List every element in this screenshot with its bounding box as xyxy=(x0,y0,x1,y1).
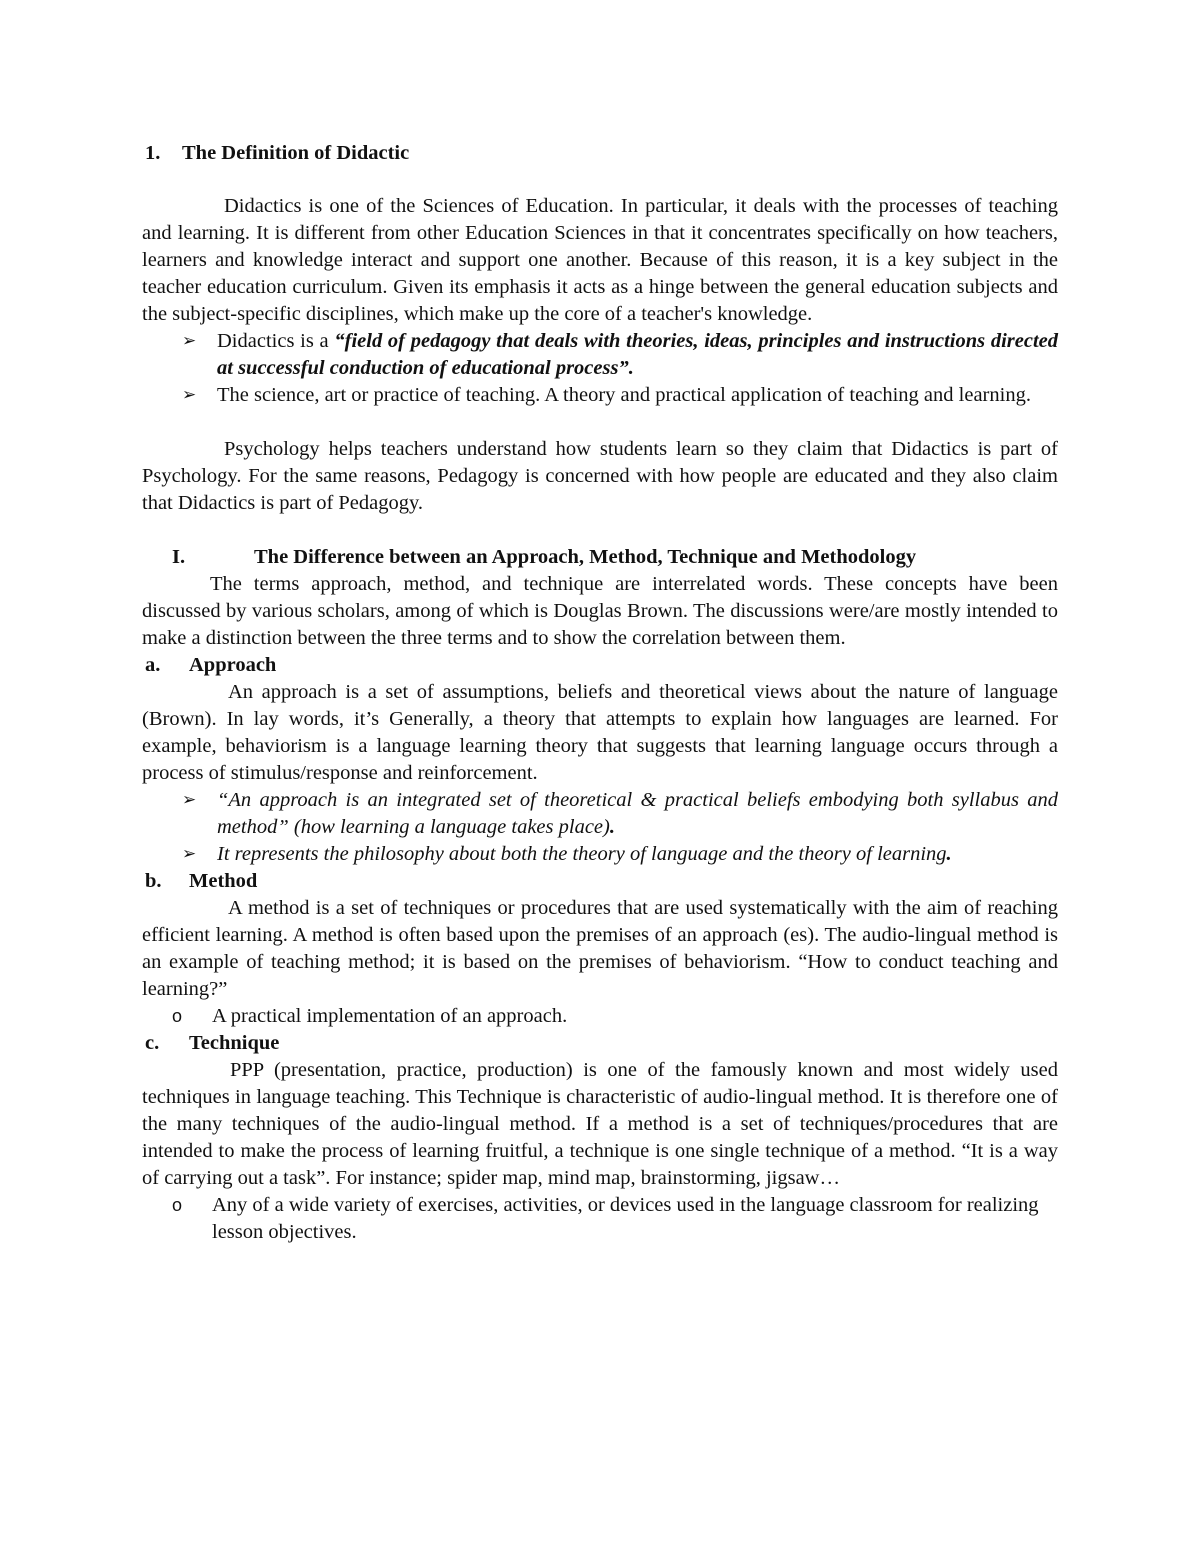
bullet-1-prefix: Didactics is a xyxy=(217,330,335,352)
technique-letter: c. xyxy=(145,1032,160,1054)
technique-list-item xyxy=(172,1192,1058,1246)
approach-heading xyxy=(145,652,1058,679)
approach-bullet-2-end: . xyxy=(946,843,952,865)
technique-title: Technique xyxy=(189,1032,280,1054)
section-I-heading xyxy=(172,544,1058,571)
method-item-text: A practical implementation of an approach. xyxy=(212,1005,568,1027)
section-1-heading xyxy=(145,140,1058,167)
method-heading xyxy=(145,868,1058,895)
bullet-1-definition: “field of pedagogy that deals with theories, ideas, principles and instructions directed at successful conduction of educational process”. xyxy=(217,330,1058,379)
approach-bullet-1-text: “An approach is an integrated set of theoretical & practical beliefs embodying both syllabus and method” (how learning a language takes place) xyxy=(217,789,1058,838)
arrow-bullet-icon: ➢ xyxy=(182,844,197,864)
method-title: Method xyxy=(189,870,258,892)
didactics-bullet-2 xyxy=(182,382,1058,409)
section-I-title: The Difference between an Approach, Method, Technique and Methodology xyxy=(254,546,917,568)
section-I-intro: The terms approach, method, and technique are interrelated words. These concepts have been discussed by various scholars, among of which is Douglas Brown. The discussions were/are mostly intended to make a distinction between the three terms and to show the correlation between them. xyxy=(142,573,1058,649)
method-paragraph: A method is a set of techniques or procedures that are used systematically with the aim of reaching efficient learning. A method is often based upon the premises of an approach (es). The audio-lingual method is an example of teaching method; it is based on the premises of behaviorism. “How to conduct teaching and learning?” xyxy=(142,897,1058,1000)
arrow-bullet-icon: ➢ xyxy=(182,790,197,810)
approach-title: Approach xyxy=(189,654,277,676)
approach-bullet-2 xyxy=(182,841,1058,868)
technique-item-text: Any of a wide variety of exercises, activities, or devices used in the language classroom for realizing lesson objectives. xyxy=(212,1194,1039,1243)
psychology-paragraph: Psychology helps teachers understand how students learn so they claim that Didactics is part of Psychology. For the same reasons, Pedagogy is concerned with how people are educated and they also claim that Didactics is part of Pedagogy. xyxy=(142,438,1058,514)
approach-letter: a. xyxy=(145,654,161,676)
arrow-bullet-icon: ➢ xyxy=(182,331,197,351)
section-1-number: 1. xyxy=(145,142,161,164)
section-I-number: I. xyxy=(172,546,186,568)
approach-bullet-2-text: It represents the philosophy about both the theory of language and the theory of learning xyxy=(217,843,947,865)
method-letter: b. xyxy=(145,870,162,892)
arrow-bullet-icon: ➢ xyxy=(182,385,197,405)
approach-bullet-1 xyxy=(182,787,1058,841)
technique-heading xyxy=(145,1030,1058,1057)
didactics-bullet-1 xyxy=(182,328,1058,382)
approach-paragraph: An approach is a set of assumptions, beliefs and theoretical views about the nature of language (Brown). In lay words, it’s Generally, a theory that attempts to explain how languages are learned. For example, behaviorism is a language learning theory that suggests that learning language occurs through a process of stimulus/response and reinforcement. xyxy=(142,681,1058,784)
circle-bullet-icon: o xyxy=(172,1006,183,1026)
didactics-paragraph: Didactics is one of the Sciences of Education. In particular, it deals with the processes of teaching and learning. It is different from other Education Sciences in that it concentrates specifically on how teachers, learners and knowledge interact and support one another. Because of this reason, it is a key subject in the teacher education curriculum. Given its emphasis it acts as a hinge between the general education subjects and the subject-specific disciplines, which make up the core of a teacher's knowledge. xyxy=(142,195,1058,325)
section-1-title: The Definition of Didactic xyxy=(182,142,410,164)
circle-bullet-icon: o xyxy=(172,1195,183,1215)
method-list-item xyxy=(172,1003,1058,1030)
technique-paragraph: PPP (presentation, practice, production) is one of the famously known and most widely used techniques in language teaching. This Technique is characteristic of audio-lingual method. It is therefore one of the many techniques of the audio-lingual method. If a method is a set of techniques/procedures that are intended to make the process of learning fruitful, a technique is one single technique of a method. “It is a way of carrying out a task”. For instance; spider map, mind map, brainstorming, jigsaw… xyxy=(142,1059,1058,1189)
approach-bullet-1-end: . xyxy=(609,816,615,838)
bullet-2-text: The science, art or practice of teaching. A theory and practical application of teaching and learning. xyxy=(217,384,1031,406)
